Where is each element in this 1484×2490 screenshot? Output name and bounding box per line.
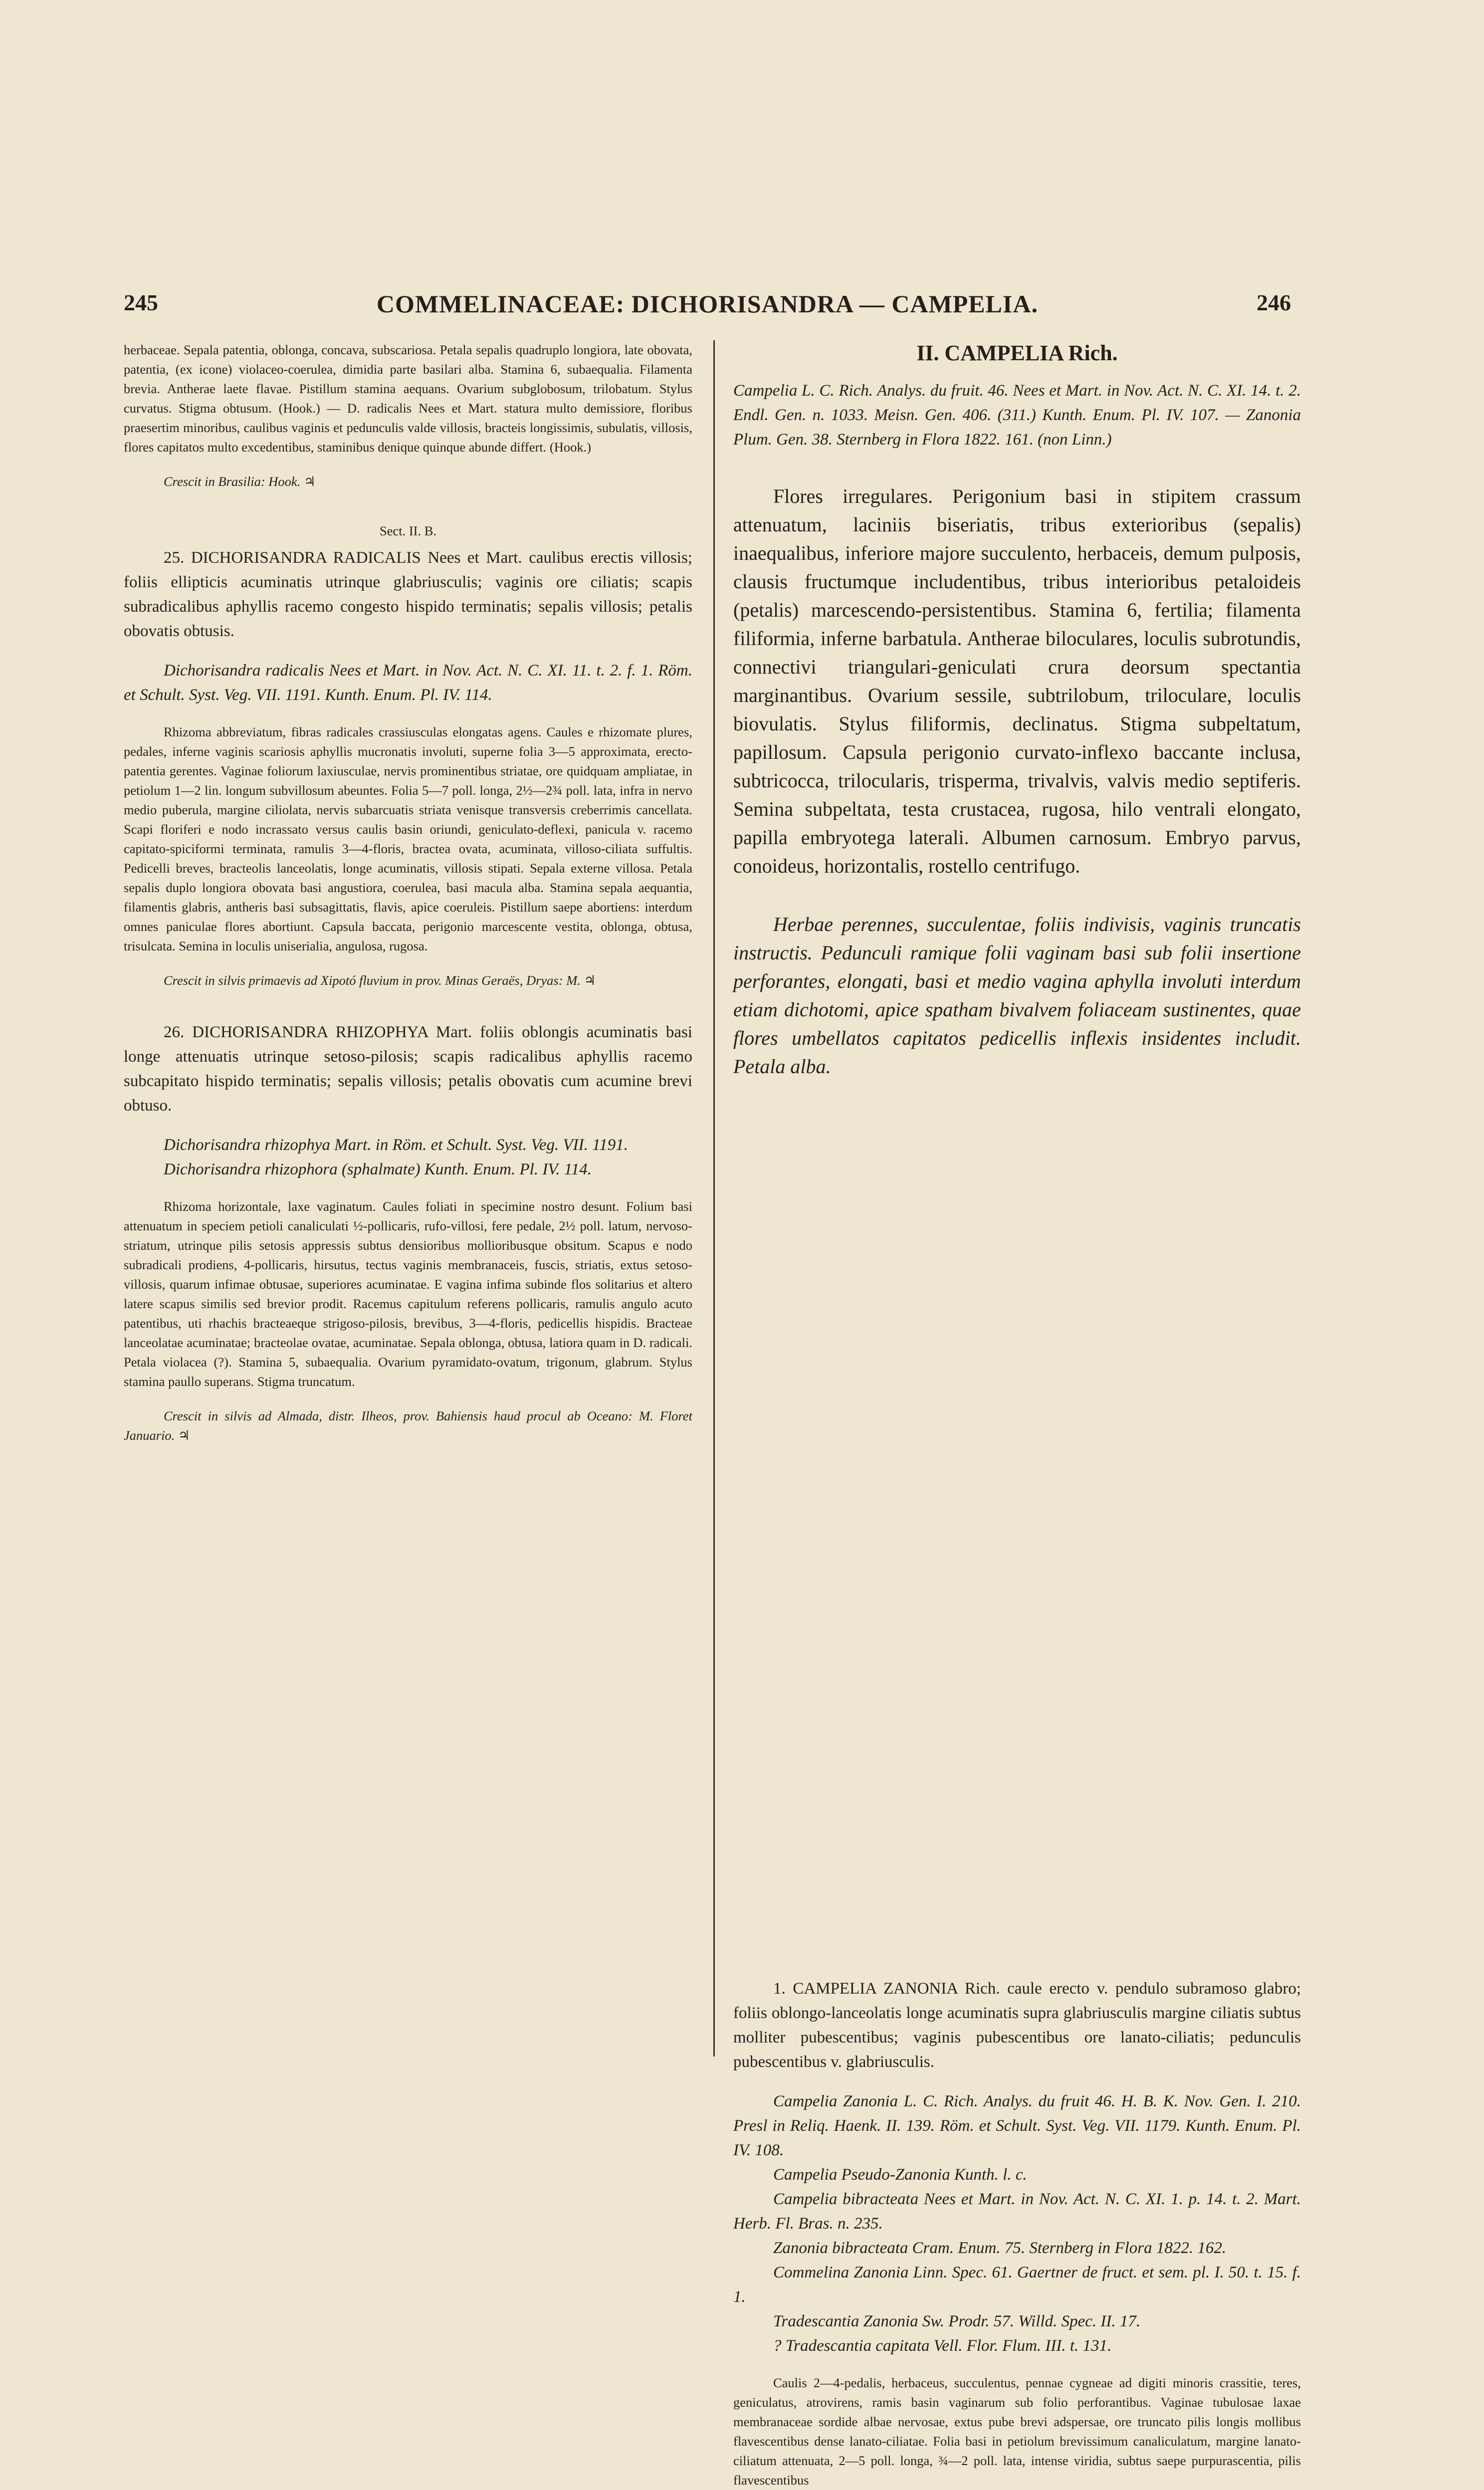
description: Caulis 2—4-pedalis, herbaceus, succulentus, pennae cygneae ad digiti minoris crassitie, teres, geniculatus, atrovirens, ramis basin vaginarum sub folio perforantibus. Vaginae tubulosae laxae membranaceae sordide albae nervosae, extus pube brevi adspersae, ore truncato pilis longis mollibus flavescentibus dense lanato-ciliatae. Folia basi in petiolum brevissimum canaliculatum, margine lanato-ciliatum attenuata, 2—5 poll. longa, ¾—2 poll. lata, intense viridia, subtus saepe purpurascentia, pilis flavescentibus [733,2375,1301,2488]
species-diagnosis: 26. DICHORISANDRA RHIZOPHYA Mart. foliis oblongis acuminatis basi longe attenuatis utrinque setoso-pilosis; scapis radicalibus aphyllis racemo subcapitato hispido terminatis; sepalis villosis; petalis obovatis cum acumine brevi obtuso. [124,1023,692,1115]
species-diagnosis: 1. CAMPELIA ZANONIA Rich. caule erecto v. pendulo subramoso glabro; foliis oblongo-lanceolatis longe acuminatis supra glabriusculis margine ciliatis subtus molliter pubescentibus; vaginis pubescentibus ore lanato-ciliatis; pedunculis pubescentibus v. glabriusculis. [733,1980,1301,2071]
section-label: Sect. II. B. [379,523,437,538]
synonymy: Zanonia bibracteata Cram. Enum. 75. Sternberg in Flora 1822. 162. [773,2239,1227,2257]
paragraph: herbaceae. Sepala patentia, oblonga, concava, subscariosa. Petala sepalis quadruplo longiora, late obovata, patentia, (ex icone) violaceo-coerulea, dimidia parte basilari alba. Stamina 6, subaequalia. Filamenta brevia. Antherae laete flavae. Pistillum stamina aequans. Ovarium subglobosum, trilobatum. Stylus curvatus. Stigma obtusum. (Hook.) — D. radicalis Nees et Mart. statura multo demissiore, floribus praesertim minoribus, caulibus vaginis et pedunculis valde villosis, bracteis longissimis, subulatis, villosis, flores capitatos multo excedentibus, staminibus denique quinque abunde differt. (Hook.) [124,342,692,454]
right-column [733,340,1301,2488]
synonymy: ? Tradescantia capitata Vell. Flor. Flum. III. t. 131. [773,2337,1112,2355]
genus-character: Flores irregulares. Perigonium basi in stipitem crassum attenuatum, laciniis biseriatis, tribus exterioribus (sepalis) inaequalibus, inferiore majore succulento, herbaceis, demum pulposis, clausis fructumque includentibus, tribus interioribus petaloideis (petalis) marcescendo-persistentibus. Stamina 6, fertilia; filamenta filiformia, inferne barbatula. Antherae biloculares, loculis subrotundis, connectivi triangulari-geniculati crura deorsum spectantia marginantibus. Ovarium sessile, subtrilobum, triloculare, loculis biovulatis. Stylus filiformis, declinatus. Stigma subpeltatum, papillosum. Capsula perigonio curvato-inflexo baccante inclusa, subtricocca, trilocularis, trisperma, trivalvis, valvis medio septiferis. Semina subpeltata, testa crustacea, rugosa, hilo ventrali elongato, papilla embryotega laterali. Albumen carnosum. Embryo parvus, conoideus, horizontalis, rostello centrifugo. [733,485,1301,877]
genus-synonymy: Campelia L. C. Rich. Analys. du fruit. 46. Nees et Mart. in Nov. Act. N. C. XI. 14. t. 2. Endl. Gen. n. 1033. Meisn. Gen. 406. (311.) Kunth. Enum. Pl. IV. 107. — Zanonia Plum. Gen. 38. Sternberg in Flora 1822. 161. (non Linn.) [733,382,1301,449]
synonymy: Commelina Zanonia Linn. Spec. 61. Gaertner de fruct. et sem. pl. I. 50. t. 15. f. 1. [733,2264,1301,2306]
page-number-right: 246 [1257,290,1291,315]
page-number-left: 245 [124,290,158,315]
column-divider [713,340,715,2056]
left-column [124,340,692,2076]
description: Rhizoma horizontale, laxe vaginatum. Caules foliati in specimine nostro desunt. Folium basi attenuatum in speciem petioli canaliculati ½-pollicaris, rufo-villosi, fere pedale, 2½ poll. latum, nervoso-striatum, utrinque pilis setosis appressis subtus densioribus mollioribusque obsitum. Scapus e nodo subradicali prodiens, 4-pollicaris, hirsutus, tectus vaginis membranaceis, fuscis, striatis, extus setoso-villosis, quarum infimae obtusae, superiores acuminatae. E vagina infima subinde flos solitarius et altero latere scapus similis sed brevior prodit. Racemus capitulum referens pollicaris, ramulis angulo acuto patentibus, uti rhachis bracteaeque strigoso-pilosis, brevibus, 3—4-floris, pedicellis hispidis. Bracteae lanceolatae acuminatae; bracteolae ovatae, acuminatae. Sepala oblonga, obtusa, latiora quam in D. radicali. Petala violacea (?). Stamina 5, subaequalia. Ovarium pyramidato-ovatum, trigonum, glabrum. Stylus stamina paullo superans. Stigma truncatum. [124,1199,692,1389]
locality: Crescit in silvis primaevis ad Xipotó fluvium in prov. Minas Geraës, Dryas: M. ♃ [164,973,596,988]
synonymy: Tradescantia Zanonia Sw. Prodr. 57. Willd. Spec. II. 17. [773,2312,1141,2330]
locality: Crescit in Brasilia: Hook. ♃ [164,474,316,489]
locality: Crescit in silvis ad Almada, distr. Ilheos, prov. Bahiensis haud procul ab Oceano: M. Floret Januario. ♃ [124,1408,692,1443]
genus-heading: II. CAMPELIA Rich. [916,341,1118,365]
synonymy: Campelia Pseudo-Zanonia Kunth. l. c. [773,2166,1027,2184]
page-header [124,289,1291,324]
description: Rhizoma abbreviatum, fibras radicales crassiusculas elongatas agens. Caules e rhizomate plures, pedales, inferne vaginis scariosis aphyllis mucronatis involuti, superne folia 3—5 approximata, erecto-patentia gerentes. Vaginae foliorum laxiusculae, nervis prominentibus striatae, ore quidquam ampliatae, in petiolum 1—2 lin. longum subvillosum abeuntes. Folia 5—7 poll. longa, 2½—2¾ poll. lata, infra in nervo medio puberula, margine ciliolata, nervis subarcuatis striata venisque transversis creberrimis cancellata. Scapi floriferi e nodo incrassato versus caulis basin oriundi, geniculato-deflexi, panicula v. racemo capitato-spiciformi terminata, ramulis 3—4-floris, bractea ovata, acuminata, villoso-ciliata suffultis. Pedicelli breves, bracteolis lanceolatis, longe acuminatis, villosis stipati. Sepala externe villosa. Petala sepalis duplo longiora obovata basi angustiora, coerulea, basi macula alba. Stamina sepala aequantia, filamentis glabris, antheris basi subsagittatis, flavis, apice coeruleis. Pistillum saepe abortiens: interdum omnes paniculae flores abortiunt. Capsula baccata, perigonio marcescente vestita, oblonga, obtusa, trisulcata. Semina in loculis uniserialia, angulosa, rugosa. [124,724,692,953]
synonymy: Dichorisandra rhizophya Mart. in Röm. et Schult. Syst. Veg. VII. 1191. [164,1136,628,1154]
species-diagnosis: 25. DICHORISANDRA RADICALIS Nees et Mart. caulibus erectis villosis; foliis ellipticis acuminatis utrinque glabriusculis; vaginis ore ciliatis; scapis subradicalibus aphyllis racemo congesto hispido terminatis; sepalis villosis; petalis obovatis obtusis. [124,549,692,640]
species-block [733,1977,1301,2490]
running-head: COMMELINACEAE: DICHORISANDRA — CAMPELIA. [376,290,1039,318]
synonymy: Campelia Zanonia L. C. Rich. Analys. du fruit 46. H. B. K. Nov. Gen. I. 210. Presl in Reliq. Haenk. II. 139. Röm. et Schult. Syst. Veg. VII. 1179. Kunth. Enum. Pl. IV. 108. [733,2092,1301,2159]
synonymy: Campelia bibracteata Nees et Mart. in Nov. Act. N. C. XI. 1. p. 14. t. 2. Mart. Herb. Fl. Bras. n. 235. [733,2190,1301,2233]
synonymy: Dichorisandra radicalis Nees et Mart. in Nov. Act. N. C. XI. 11. t. 2. f. 1. Röm. et Schult. Syst. Veg. VII. 1191. Kunth. Enum. Pl. IV. 114. [124,662,692,704]
synonymy: Dichorisandra rhizophora (sphalmate) Kunth. Enum. Pl. IV. 114. [164,1160,592,1178]
habit-description: Herbae perennes, succulentae, foliis indivisis, vaginis truncatis instructis. Pedunculi ramique folii vaginam basi sub folii insertione perforantes, elongati, basi et medio vagina aphylla involuti interdum etiam dichotomi, apice spatham bivalvem foliaceam sustinentes, quae flores umbellatos capitatos pedicellis inflexis insidentes includit. Petala alba. [733,913,1301,1078]
